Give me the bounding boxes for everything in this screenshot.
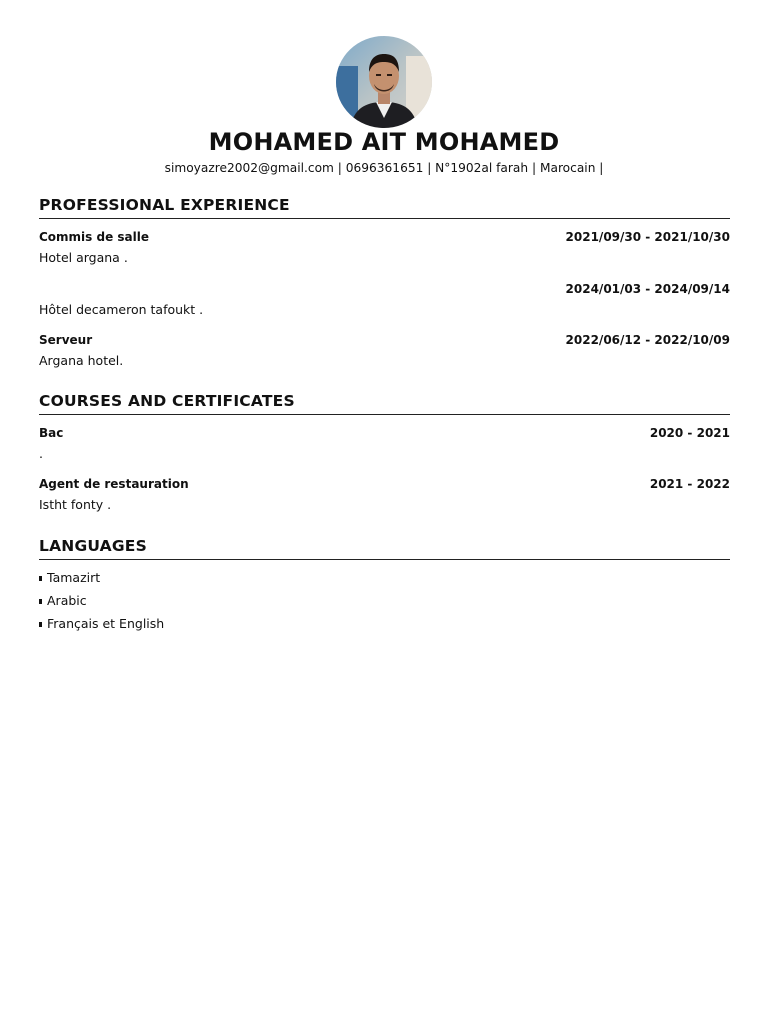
experience-entry — [39, 331, 730, 383]
courses-section — [39, 391, 730, 527]
language-label: Français et English — [47, 616, 165, 631]
languages-section — [39, 536, 730, 638]
languages-list — [39, 569, 730, 638]
bullet-icon — [39, 576, 42, 581]
profile-photo-image — [336, 36, 432, 128]
experience-entry — [39, 280, 730, 331]
experience-org: Hotel argana . — [39, 250, 128, 265]
bullet-icon — [39, 622, 42, 627]
course-org: . — [39, 446, 43, 461]
profile-photo — [336, 36, 432, 128]
language-item — [39, 592, 730, 615]
course-entry — [39, 424, 730, 475]
experience-org: Hôtel decameron tafoukt . — [39, 302, 204, 317]
course-name: Agent de restauration — [39, 477, 189, 491]
experience-heading: PROFESSIONAL EXPERIENCE — [39, 195, 730, 219]
experience-dates: 2024/01/03 - 2024/09/14 — [565, 282, 730, 296]
courses-heading: COURSES AND CERTIFICATES — [39, 391, 730, 415]
experience-role: Commis de salle — [39, 230, 150, 244]
contact-info: simoyazre2002@gmail.com | 0696361651 | N°1902al farah | Marocain | — [164, 161, 604, 175]
language-label: Arabic — [47, 593, 87, 608]
course-org: Istht fonty . — [39, 497, 112, 512]
course-dates: 2020 - 2021 — [649, 426, 730, 440]
language-item — [39, 615, 730, 638]
language-item — [39, 569, 730, 592]
experience-entry — [39, 228, 730, 280]
candidate-name: MOHAMED AIT MOHAMED — [208, 128, 560, 156]
course-entry — [39, 475, 730, 527]
course-dates: 2021 - 2022 — [649, 477, 730, 491]
experience-role: Serveur — [39, 333, 93, 347]
experience-dates: 2021/09/30 - 2021/10/30 — [565, 230, 730, 244]
course-name: Bac — [39, 426, 64, 440]
experience-dates: 2022/06/12 - 2022/10/09 — [565, 333, 730, 347]
experience-org: Argana hotel. — [39, 353, 124, 368]
bullet-icon — [39, 599, 42, 604]
languages-heading: LANGUAGES — [39, 536, 730, 560]
language-label: Tamazirt — [47, 570, 101, 585]
experience-section — [39, 195, 730, 383]
